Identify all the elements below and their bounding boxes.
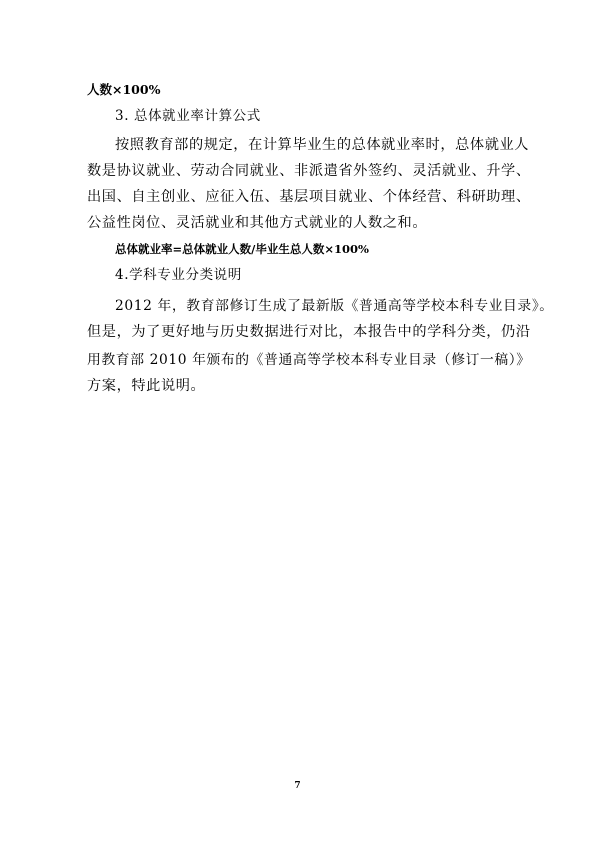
paragraph2-line-4: 方案，特此说明。 — [87, 378, 206, 394]
paragraph-line-3: 出国、自主创业、应征入伍、基层项目就业、个体经营、科研助理、 — [87, 189, 531, 205]
text-line-1: 人数×100% — [87, 82, 161, 97]
paragraph-line-1: 按照教育部的规定，在计算毕业生的总体就业率时，总体就业人 — [115, 137, 530, 153]
paragraph2-line-1: 2012 年，教育部修订生成了最新版《普通高等学校本科专业目录》。 — [115, 298, 554, 314]
formula-line: 总体就业率=总体就业人数/毕业生总人数×100% — [115, 242, 369, 256]
page-number: 7 — [294, 781, 301, 791]
section-heading-3: 3. 总体就业率计算公式 — [115, 108, 261, 124]
paragraph-line-2: 数是协议就业、劳动合同就业、非派遣省外签约、灵活就业、升学、 — [87, 163, 531, 179]
section-heading-4: 4.学科专业分类说明 — [115, 267, 242, 283]
paragraph2-line-2: 但是，为了更好地与历史数据进行对比，本报告中的学科分类，仍沿 — [87, 324, 531, 340]
paragraph-line-4: 公益性岗位、灵活就业和其他方式就业的人数之和。 — [87, 215, 428, 231]
paragraph2-line-3: 用教育部 2010 年颁布的《普通高等学校本科专业目录（修订一稿）》 — [87, 352, 531, 368]
